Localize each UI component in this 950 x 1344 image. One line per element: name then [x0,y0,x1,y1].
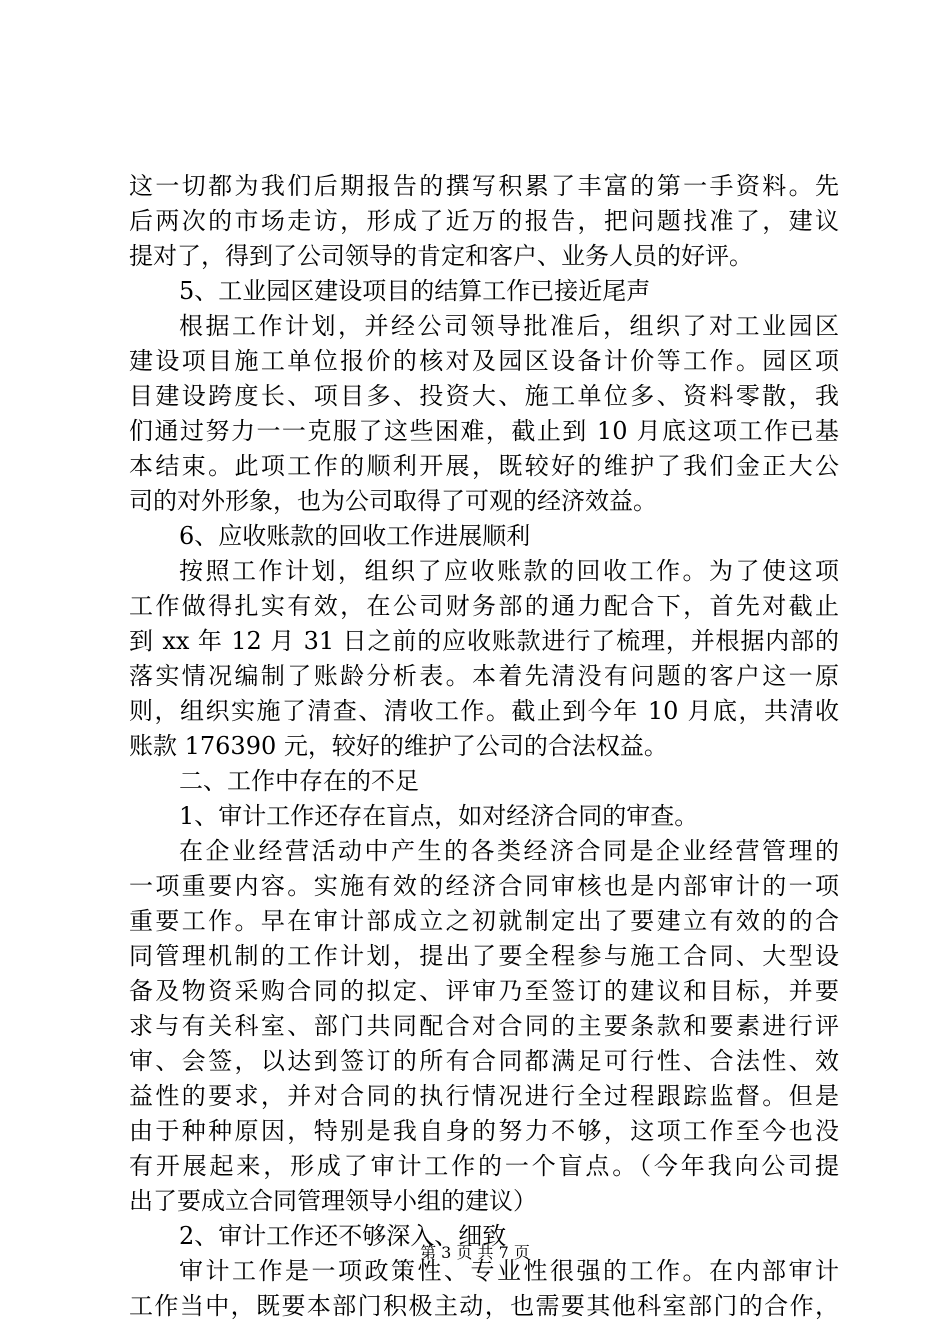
text-line: 建设项目施工单位报价的核对及园区设备计价等工作。园区项 [129,347,839,375]
text-line: 同管理机制的工作计划，提出了要全程参与施工合同、大型设 [129,942,839,970]
text-line: 二、工作中存在的不足 [179,767,419,795]
text-line: 6、应收账款的回收工作进展顺利 [179,522,531,550]
text-line: 到 xx 年 12 月 31 日之前的应收账款进行了梳理，并根据内部的 [129,627,839,655]
text-line: 提对了，得到了公司领导的肯定和客户、业务人员的好评。 [129,242,753,270]
document-body [129,169,839,1324]
text-line: 这一切都为我们后期报告的撰写积累了丰富的第一手资料。先 [129,172,839,200]
text-line: 工作当中，既要本部门积极主动，也需要其他科室部门的合作， [129,1292,839,1320]
text-line: 重要工作。早在审计部成立之初就制定出了要建立有效的的合 [129,907,839,935]
text-line: 一项重要内容。实施有效的经济合同审核也是内部审计的一项 [129,872,839,900]
text-line: 根据工作计划，并经公司领导批准后，组织了对工业园区 [179,312,839,340]
text-line: 5、工业园区建设项目的结算工作已接近尾声 [179,277,651,305]
text-line: 本结束。此项工作的顺利开展，既较好的维护了我们金正大公 [129,452,839,480]
text-line: 2、审计工作还不够深入、细致 [179,1222,507,1250]
text-line: 们通过努力一一克服了这些困难，截止到 10 月底这项工作已基 [129,417,839,445]
text-line: 落实情况编制了账龄分析表。本着先清没有问题的客户这一原 [129,662,839,690]
page-number-label: 第 3 页 共 7 页 [420,1243,530,1262]
text-line: 按照工作计划，组织了应收账款的回收工作。为了使这项 [179,557,839,585]
text-line: 益性的要求，并对合同的执行情况进行全过程跟踪监督。但是 [129,1082,839,1110]
text-line: 则，组织实施了清查、清收工作。截止到今年 10 月底，共清收 [129,697,839,725]
page-footer [0,1243,950,1263]
text-line: 司的对外形象，也为公司取得了可观的经济效益。 [129,487,657,515]
text-line: 在企业经营活动中产生的各类经济合同是企业经营管理的 [179,837,839,865]
text-line: 审计工作是一项政策性、专业性很强的工作。在内部审计 [179,1257,839,1285]
text-line: 备及物资采购合同的拟定、评审乃至签订的建议和目标，并要 [129,977,839,1005]
text-line: 后两次的市场走访，形成了近万的报告，把问题找准了，建议 [129,207,839,235]
text-line: 出了要成立合同管理领导小组的建议） [129,1187,537,1215]
text-line: 目建设跨度长、项目多、投资大、施工单位多、资料零散，我 [129,382,839,410]
text-line: 审、会签，以达到签订的所有合同都满足可行性、合法性、效 [129,1047,839,1075]
text-line: 求与有关科室、部门共同配合对合同的主要条款和要素进行评 [129,1012,839,1040]
text-line: 1、审计工作还存在盲点，如对经济合同的审查。 [179,802,699,830]
text-line: 工作做得扎实有效，在公司财务部的通力配合下，首先对截止 [129,592,839,620]
text-line: 由于种种原因，特别是我自身的努力不够，这项工作至今也没 [129,1117,839,1145]
text-line: 有开展起来，形成了审计工作的一个盲点。（今年我向公司提 [129,1152,839,1180]
text-line: 账款 176390 元，较好的维护了公司的合法权益。 [129,732,668,760]
